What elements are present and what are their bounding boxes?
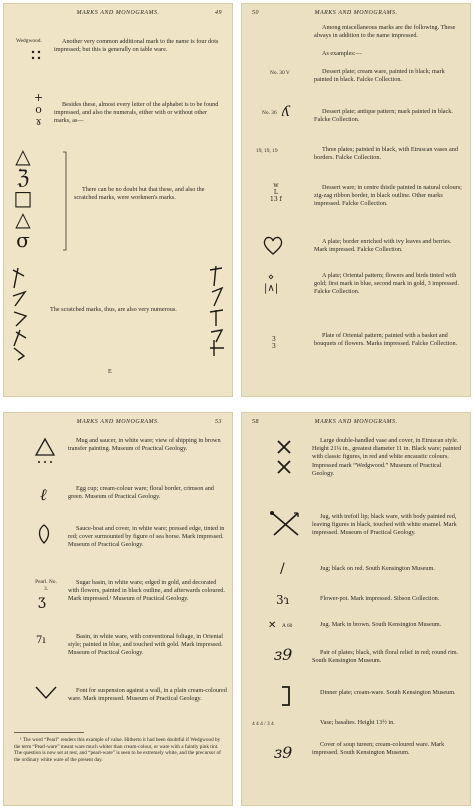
- entry-sugar-basin: Sugar basin, in white ware; edged in gold, and decorated with flowers, painted in black outline, and afterwards coloured. Mark impressed.¹ Museum of Practical Geology.: [68, 579, 225, 603]
- cross-marks-icon: [276, 439, 292, 477]
- header-title: MARKS AND MONOGRAMS.: [76, 419, 160, 425]
- letter-marks: + o ɤ: [34, 91, 44, 128]
- heart-mark-icon: [262, 236, 284, 256]
- mark-no-30: No. 30 V: [270, 70, 290, 76]
- scratched-marks-left: [10, 266, 32, 362]
- examples-label: As examples:—: [322, 50, 362, 57]
- header-title: MARKS AND MONOGRAMS.: [76, 10, 160, 16]
- paragraph-four-dots: Another very common additional mark to the name is four dots impressed; but this is generally on table ware.: [54, 38, 219, 54]
- entry-basin: Basin, in white ware, with conventional foliage, in Oriental style; painted in blue, and touched with gold. Mark impressed. Museum of Practical Geology.: [68, 633, 223, 657]
- paragraph-letters: Besides these, almost every letter of the alphabet is to be found impressed, and also the numerals, either with or without other marks, as—: [54, 101, 219, 125]
- hook-mark-icon: ʒ: [38, 593, 46, 609]
- page-49: [3, 3, 233, 397]
- leaf-mark-icon: [36, 523, 52, 545]
- page-number: 49: [215, 10, 222, 16]
- mark-numbers-444: 4 4 4 / 3 4: [252, 721, 274, 727]
- slash-mark-icon: /: [280, 561, 285, 577]
- mark-nineteens: 19, 19, 19: [256, 148, 278, 154]
- number-three-mark: 3ɿ: [276, 593, 290, 607]
- entry-flower-pot: Flower-pot. Mark impressed. Sibson Collection.: [320, 595, 440, 602]
- header-title: MARKS AND MONOGRAMS.: [314, 419, 398, 425]
- page-53: [3, 412, 233, 806]
- entry-soup-tureen-cover: Cover of soup tureen; cream-coloured ware. Mark impressed. South Kensington Museum.: [312, 741, 445, 757]
- entry-font: Font for suspension against a wall, in a plain cream-coloured ware. Mark impressed. Museum of Practical Geology.: [68, 687, 227, 703]
- oriental-marks: ⋄ |∧|: [264, 272, 279, 294]
- running-header: [252, 10, 460, 20]
- header-title: MARKS AND MONOGRAMS.: [314, 10, 398, 16]
- footnote: ¹ The word “Pearl” renders this example of value. Hitherto it had been doubtful if Wedgwood by the term “Pearl-ware” meant ware much whiter than cream-colour, or ware with a faintly pink tint. The question is now set at rest, and “pearl-ware” is seen to be extremely white, and the precursor of the ordinary white ware of the present day.: [14, 737, 221, 763]
- crossed-arrows-icon: [268, 509, 302, 537]
- entry-double-handled-vase: Large double-handled vase and cover, in Etruscan style. Height 21¼ in., greatest diameter 11 in. Black ware; painted with classic figures, in red and white encaustic colours. Impressed mark “Wedgwood.” Museum of Practical Geology.: [312, 437, 462, 477]
- page-58: [241, 412, 471, 806]
- entry-mug-saucer: Mug and saucer, in white ware; view of shipping in brown transfer painting. Museum of Practical Geology.: [68, 437, 221, 453]
- entry-dessert-thistle: Dessert ware; in centre thistle painted in natural colours; zig-zag ribbon border, in black outline. Other marks impressed. Falcke Collection.: [314, 184, 462, 208]
- page-number: 50: [252, 10, 259, 16]
- signature-mark: E: [108, 368, 112, 375]
- wedgwood-label: Wedgwood.: [16, 38, 42, 44]
- chevron-mark-icon: [34, 685, 58, 701]
- entry-trefoil-jug: Jug, with trefoil lip; black ware, with body painted red, leaving figures in black, touched with white enamel. Mark impressed. Museum of Practical Geology.: [312, 513, 457, 537]
- mark-no-36: No. 36: [262, 110, 277, 116]
- script-nine-mark: ɜ9: [274, 645, 293, 664]
- running-header: [252, 419, 460, 429]
- stroke-mark-icon: ℓ: [40, 485, 47, 504]
- thistle-marks: w L 13 f: [270, 182, 282, 203]
- page-50: [241, 3, 471, 397]
- footnote-rule: [14, 732, 84, 733]
- entry-dessert-plate-cream: Dessert plate; cream ware, painted in black; mark painted in black. Falcke Collection.: [314, 68, 445, 84]
- entry-oriental-plate: A plate; Oriental pattern; flowers and birds tinted with gold; first mark in blue, second mark in gold, 3 impressed. Falcke Collection.: [314, 272, 459, 296]
- seven-one-mark: 7ı: [36, 635, 46, 646]
- entry-vase-basaltes: Vase; basaltes. Height 13½ in.: [320, 719, 395, 726]
- entry-dessert-plate-antique: Dessert plate; antique pattern; mark painted in black. Falcke Collection.: [314, 108, 453, 124]
- scratched-marks-right: [206, 266, 228, 362]
- pearl-label: Pearl. No. 3.: [35, 579, 57, 592]
- page-number: 58: [252, 419, 259, 425]
- entry-black-on-red-jug: Jug; black on red. South Kensington Museum.: [320, 565, 435, 572]
- workmen-marks-column: △ ℨ □ △ σ: [13, 144, 33, 252]
- cross-a60-icon: ✕: [268, 620, 277, 631]
- page-number: 53: [215, 419, 222, 425]
- script-mark-icon: ʎ: [282, 104, 290, 120]
- entry-dinner-plate: Dinner plate; cream-ware. South Kensington Museum.: [320, 689, 456, 696]
- triangle-mark-icon: [34, 437, 56, 467]
- entry-sauce-boat: Sauce-boat and cover, in white ware; pressed edge, tinted in red; cover surmounted by figure of sea horse. Mark impressed. Museum of Practical Geology.: [68, 525, 225, 549]
- entry-jug-brown: Jug. Mark in brown. South Kensington Museum.: [320, 621, 442, 628]
- bracket-mark-icon: [280, 685, 292, 707]
- paragraph-intro: Among miscellaneous marks are the following. These always in addition to the name impressed.: [314, 24, 456, 40]
- script-nine-mark-2: ɜ9: [274, 743, 293, 762]
- entry-egg-cup: Egg cup; cream-colour ware; floral border, crimson and green. Museum of Practical Geology.: [68, 485, 214, 501]
- entry-pair-of-plates: Pair of plates; black, with floral relief in red; round rim. South Kensington Museum.: [312, 649, 459, 665]
- number-marks: 3 3: [272, 336, 276, 350]
- entry-ivy-plate: A plate; border enriched with ivy leaves and berries. Mark impressed. Falcke Collection.: [314, 238, 452, 254]
- entry-oriental-basket: Plate of Oriental pattern; painted with a basket and bouquets of flowers. Marks impressed. Falcke Collection.: [314, 332, 458, 348]
- mark-a60: A 60: [282, 623, 293, 629]
- entry-three-plates: Three plates; painted in black, with Etruscan vases and borders. Falcke Collection.: [314, 146, 458, 162]
- running-header: [14, 10, 222, 20]
- running-header: [14, 419, 222, 429]
- paragraph-workmen: There can be no doubt but that these, and also the scratched marks, were workmen's marks.: [74, 186, 205, 202]
- bracket-line: [62, 152, 70, 250]
- four-dots-mark: [30, 50, 44, 60]
- paragraph-scratched: The scratched marks, thus, are also very numerous.: [50, 306, 177, 313]
